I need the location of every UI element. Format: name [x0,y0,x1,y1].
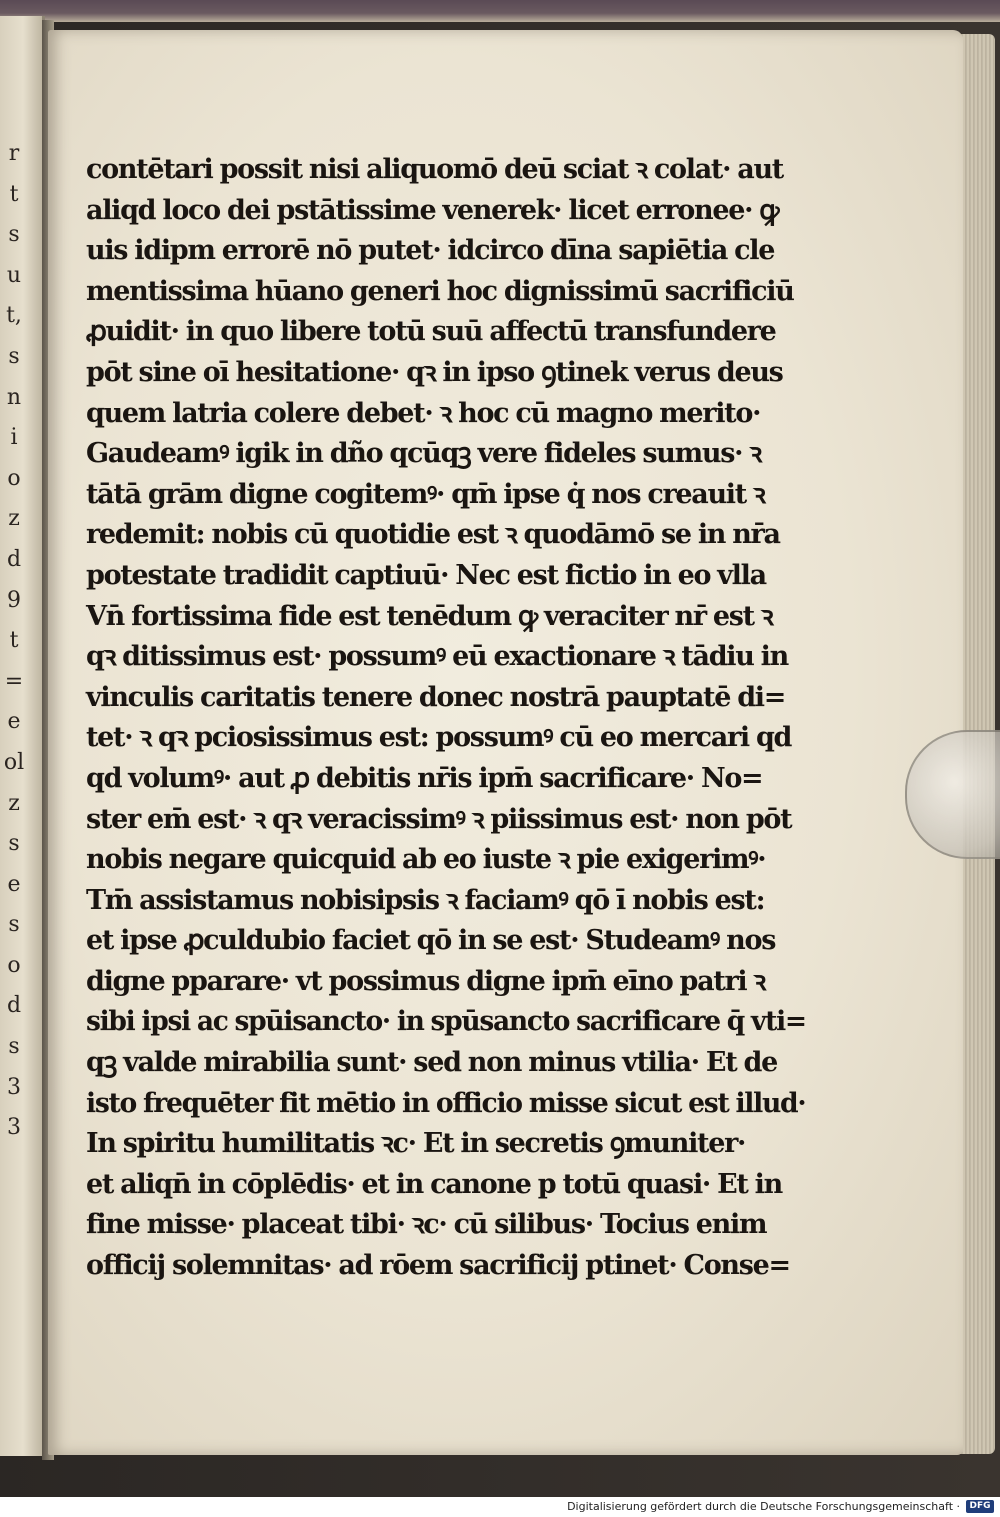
text-line: Gaudeamꝰ igik in dño qcūqꝫ vere fideles sumus· ꝛ [86,438,761,470]
page-text [86,150,806,1287]
left-edge-glyph: u [6,262,22,288]
text-line: Vn̄ fortissima fide est tenēdum ꝙ veraciter nr̄ est ꝛ [86,600,773,632]
left-edge-glyph: s [8,912,20,938]
left-edge-glyph: o [7,952,21,978]
left-edge-glyph: t [9,181,19,207]
text-line: ster em̄ est· ꝛ qꝛ veracissimꝰ ꝛ piissimus est· non pōt [86,803,792,835]
text-line: aliqd loco dei pstātissime venerek· licet erronee· ꝙ [86,194,779,226]
text-line: contētari possit nisi aliquomō deū sciat ꝛ colat· aut [86,154,783,185]
text-line: et aliqn̄ in cōplēdis· et in canone p totū quasi· Et in [86,1168,782,1200]
footer-credit: Digitalisierung gefördert durch die Deutsche Forschungsgemeinschaft · [567,1500,960,1513]
left-edge-glyph: 9 [7,587,21,613]
text-line: potestate tradidit captiuū· Nec est fictio in eo vlla [86,559,766,591]
text-line: sibi ipsi ac spūisancto· in spūsancto sacrificare q̄ vti= [86,1006,806,1038]
text-line: vinculis caritatis tenere donec nostrā pauptatē di= [86,681,786,713]
cover-edge [0,0,1000,22]
left-edge-glyph: t, [6,303,22,329]
text-line: tātā grām digne cogitemꝰ· qm̄ ipse q̇ nos creauit ꝛ [86,478,765,510]
left-page-edge [0,16,45,1456]
footer-bar [0,1497,1000,1517]
left-edge-glyph: s [8,1034,20,1060]
text-line: qd volumꝰ· aut ꝓ debitis nr̄is ipm̄ sacrificare· No= [86,762,763,794]
left-edge-glyph: t [9,628,19,654]
left-edge-glyph: 3 [7,1074,21,1100]
text-line: fine misse· placeat tibi· ꝛc· cū silibus· Tocius enim [86,1209,767,1241]
text-line: tet· ꝛ qꝛ pciosissimus est: possumꝰ cū eo mercari qd [86,722,792,754]
left-edge-glyph: s [8,831,20,857]
text-line: isto frequēter fit mētio in officio misse sicut est illud· [86,1087,806,1119]
left-edge-glyph: o [7,465,21,491]
text-line: In spiritu humilitatis ꝛc· Et in secretis ꝯmuniter· [86,1128,746,1160]
left-edge-glyph: e [7,709,21,735]
text-line: quem latria colere debet· ꝛ hoc cū magno merito· [86,397,761,429]
left-edge-glyph: z [8,790,20,816]
left-edge-glyph: z [8,506,20,532]
text-line: nobis negare quicquid ab eo iuste ꝛ pie exigerimꝰ· [86,844,766,876]
left-edge-glyph: s [8,222,20,248]
left-edge-glyph: i [10,425,18,451]
text-line: qꝛ ditissimus est· possumꝰ eū exactionare ꝛ tādiu in [86,641,788,673]
text-line: Tm̄ assistamus nobisipsis ꝛ faciamꝰ qō ī nobis est: [86,884,765,916]
text-line: uis idipm errorē nō putet· idcirco dīna sapiētia cle [86,235,775,267]
text-line: officij solemnitas· ad rōem sacrificij ptinet· Conse= [86,1250,790,1282]
text-line: et ipse ꝓculdubio faciet qō in se est· Studeamꝰ nos [86,925,776,957]
left-edge-glyph: d [6,546,22,572]
left-edge-glyph: ol [3,749,25,775]
left-page-edge-glyphs [2,134,26,1149]
dfg-logo: DFG [966,1500,994,1513]
text-line: digne pparare· vt possimus digne ipm̄ eīno patri ꝛ [86,965,765,997]
text-line: mentissima hūano generi hoc dignissimū sacrificiū [86,275,794,307]
left-edge-glyph: n [6,384,22,410]
left-edge-glyph: e [7,871,21,897]
text-line: ꝓuidit· in quo libere totū suū affectū transfundere [86,316,776,348]
text-line: pōt sine oī hesitatione· qꝛ in ipso ꝯtinek verus deus [86,356,783,388]
text-line: qꝫ valde mirabilia sunt· sed non minus vtilia· Et de [86,1047,777,1079]
left-edge-glyph: s [8,343,20,369]
text-line: redemit: nobis cū quotidie est ꝛ quodāmō se in nr̄a [86,519,780,551]
left-edge-glyph: = [4,668,24,694]
left-edge-glyph: r [8,141,20,166]
left-edge-glyph: d [6,993,22,1019]
left-edge-glyph: 3 [7,1115,21,1141]
